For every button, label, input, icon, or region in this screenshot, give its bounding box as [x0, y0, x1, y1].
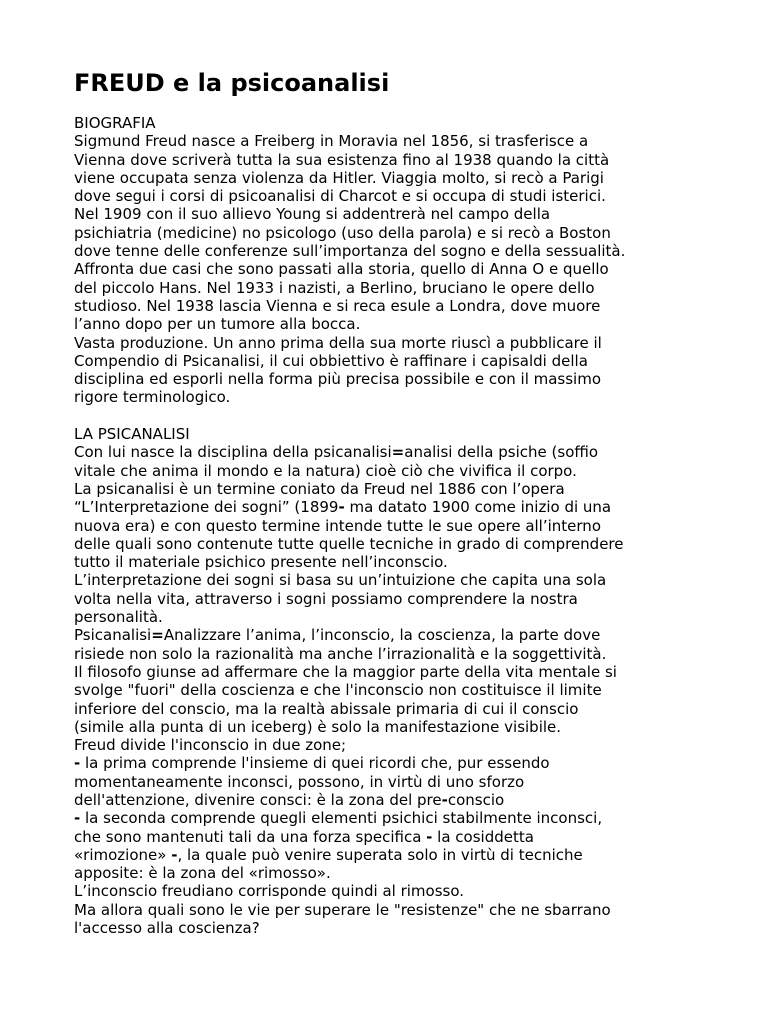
- text-line: Freud divide l'inconscio in due zone;: [74, 736, 347, 755]
- text-line: “L’Interpretazione dei sogni” (1899- ma datato 1900 come inizio di una: [74, 498, 612, 517]
- text-line: rigore terminologico.: [74, 388, 231, 407]
- text-line: momentaneamente inconsci, possono, in virtù di uno sforzo: [74, 772, 525, 791]
- text-line: dove tenne delle conferenze sull’importanza del sogno e della sessualità.: [74, 242, 626, 261]
- text-line: Vasta produzione. Un anno prima della sua morte riuscì a pubblicare il: [74, 333, 602, 352]
- section-body-biografia: [74, 132, 724, 406]
- section-biografia: [74, 114, 724, 407]
- text-line: disciplina ed esporli nella forma più precisa possibile e con il massimo: [74, 370, 602, 389]
- text-line: dove segui i corsi di psicoanalisi di Charcot e si occupa di studi isterici.: [74, 187, 606, 206]
- text-line: - la seconda comprende quegli elementi psichici stabilmente inconsci,: [74, 809, 603, 828]
- text-line: svolge "fuori" della coscienza e che l'inconscio non costituisce il limite: [74, 681, 602, 700]
- text-line: nuova era) e con questo termine intende tutte le sue opere all’interno: [74, 516, 601, 535]
- text-line: studioso. Nel 1938 lascia Vienna e si reca esule a Londra, dove muore: [74, 296, 601, 315]
- section-heading-psicanalisi: LA PSICANALISI: [74, 425, 190, 444]
- section-psicanalisi: [74, 425, 724, 937]
- text-line: Affronta due casi che sono passati alla storia, quello di Anna O e quello: [74, 260, 609, 279]
- text-line: Con lui nasce la disciplina della psicanalisi=analisi della psiche (soffio: [74, 443, 599, 462]
- text-line: Il filosofo giunse ad affermare che la maggior parte della vita mentale si: [74, 662, 617, 681]
- text-line: dell'attenzione, divenire consci: è la zona del pre-conscio: [74, 790, 505, 809]
- section-spacer: [74, 407, 724, 425]
- text-line: l’anno dopo per un tumore alla bocca.: [74, 315, 361, 334]
- text-line: Vienna dove scriverà tutta la sua esistenza fino al 1938 quando la città: [74, 150, 610, 169]
- document-page: [74, 66, 724, 937]
- section-heading-biografia: BIOGRAFIA: [74, 114, 156, 132]
- text-line: - la prima comprende l'insieme di quei ricordi che, pur essendo: [74, 754, 550, 773]
- text-line: apposite: è la zona del «rimosso».: [74, 864, 331, 883]
- text-line: Psicanalisi=Analizzare l’anima, l’inconscio, la coscienza, la parte dove: [74, 626, 601, 645]
- text-line: «rimozione» -, la quale può venire superata solo in virtù di tecniche: [74, 845, 583, 864]
- text-line: risiede non solo la razionalità ma anche l’irrazionalità e la soggettività.: [74, 644, 607, 663]
- text-line: vitale che anima il mondo e la natura) cioè ciò che vivifica il corpo.: [74, 461, 577, 480]
- text-line: viene occupata senza violenza da Hitler. Viaggia molto, si recò a Parigi: [74, 168, 604, 187]
- text-line: psichiatria (medicine) no psicologo (uso della parola) e si recò a Boston: [74, 223, 611, 242]
- text-line: l'accesso alla coscienza?: [74, 919, 260, 938]
- text-line: inferiore del conscio, ma la realtà abissale primaria di cui il conscio: [74, 699, 579, 718]
- text-line: delle quali sono contenute tutte quelle tecniche in grado di comprendere: [74, 534, 624, 553]
- text-line: che sono mantenuti tali da una forza specifica - la cosiddetta: [74, 827, 534, 846]
- section-body-psicanalisi: [74, 443, 724, 937]
- text-line: Compendio di Psicanalisi, il cui obbiettivo è raffinare i capisaldi della: [74, 351, 588, 370]
- text-line: La psicanalisi è un termine coniato da Freud nel 1886 con l’opera: [74, 479, 565, 498]
- text-line: personalità.: [74, 608, 163, 627]
- text-line: tutto il materiale psichico presente nell’inconscio.: [74, 553, 448, 572]
- text-line: Sigmund Freud nasce a Freiberg in Moravia nel 1856, si trasferisce a: [74, 132, 589, 151]
- text-line: L’interpretazione dei sogni si basa su un’intuizione che capita una sola: [74, 571, 607, 590]
- text-line: L’inconscio freudiano corrisponde quindi al rimosso.: [74, 882, 465, 901]
- text-line: Nel 1909 con il suo allievo Young si addentrerà nel campo della: [74, 205, 551, 224]
- text-line: (simile alla punta di un iceberg) è solo la manifestazione visibile.: [74, 717, 562, 736]
- text-line: volta nella vita, attraverso i sogni possiamo comprendere la nostra: [74, 589, 578, 608]
- text-line: del piccolo Hans. Nel 1933 i nazisti, a Berlino, bruciano le opere dello: [74, 278, 595, 297]
- document-title: FREUD e la psicoanalisi: [74, 69, 390, 97]
- text-line: Ma allora quali sono le vie per superare le "resistenze" che ne sbarrano: [74, 900, 611, 919]
